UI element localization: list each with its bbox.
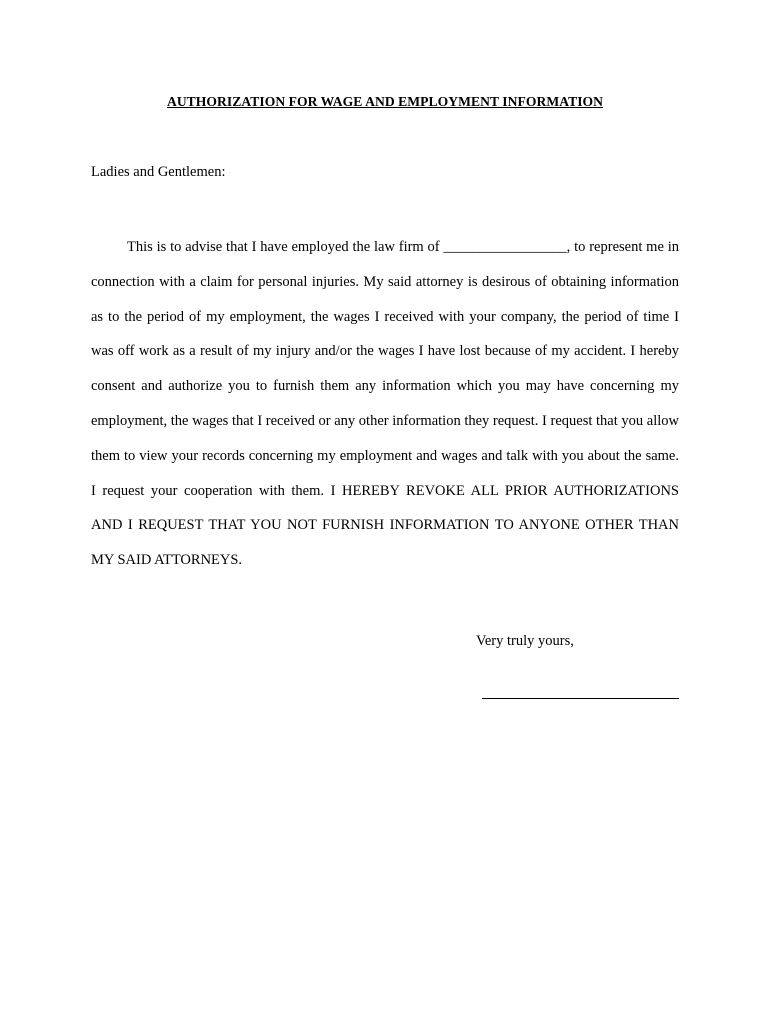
signature-line xyxy=(482,698,679,699)
body-paragraph: This is to advise that I have employed the law firm of _________________, to represent me in connection with a claim for personal injuries. My said attorney is desirous of obtaining information as to the period of my employment, the wages I received with your company, the period of time I was off work as a result of my injury and/or the wages I have lost because of my accident. I hereby consent and authorize you to furnish them any information which you may have concerning my employment, the wages that I received or any other information they request. I request that you allow them to view your records concerning my employment and wages and talk with you about the same. I request your cooperation with them. I HEREBY REVOKE ALL PRIOR AUTHORIZATIONS AND I REQUEST THAT YOU NOT FURNISH INFORMATION TO ANYONE OTHER THAN MY SAID ATTORNEYS. xyxy=(91,239,679,569)
closing: Very truly yours, xyxy=(476,633,574,649)
salutation: Ladies and Gentlemen: xyxy=(91,164,226,180)
document-title: AUTHORIZATION FOR WAGE AND EMPLOYMENT INFORMATION xyxy=(166,94,604,109)
